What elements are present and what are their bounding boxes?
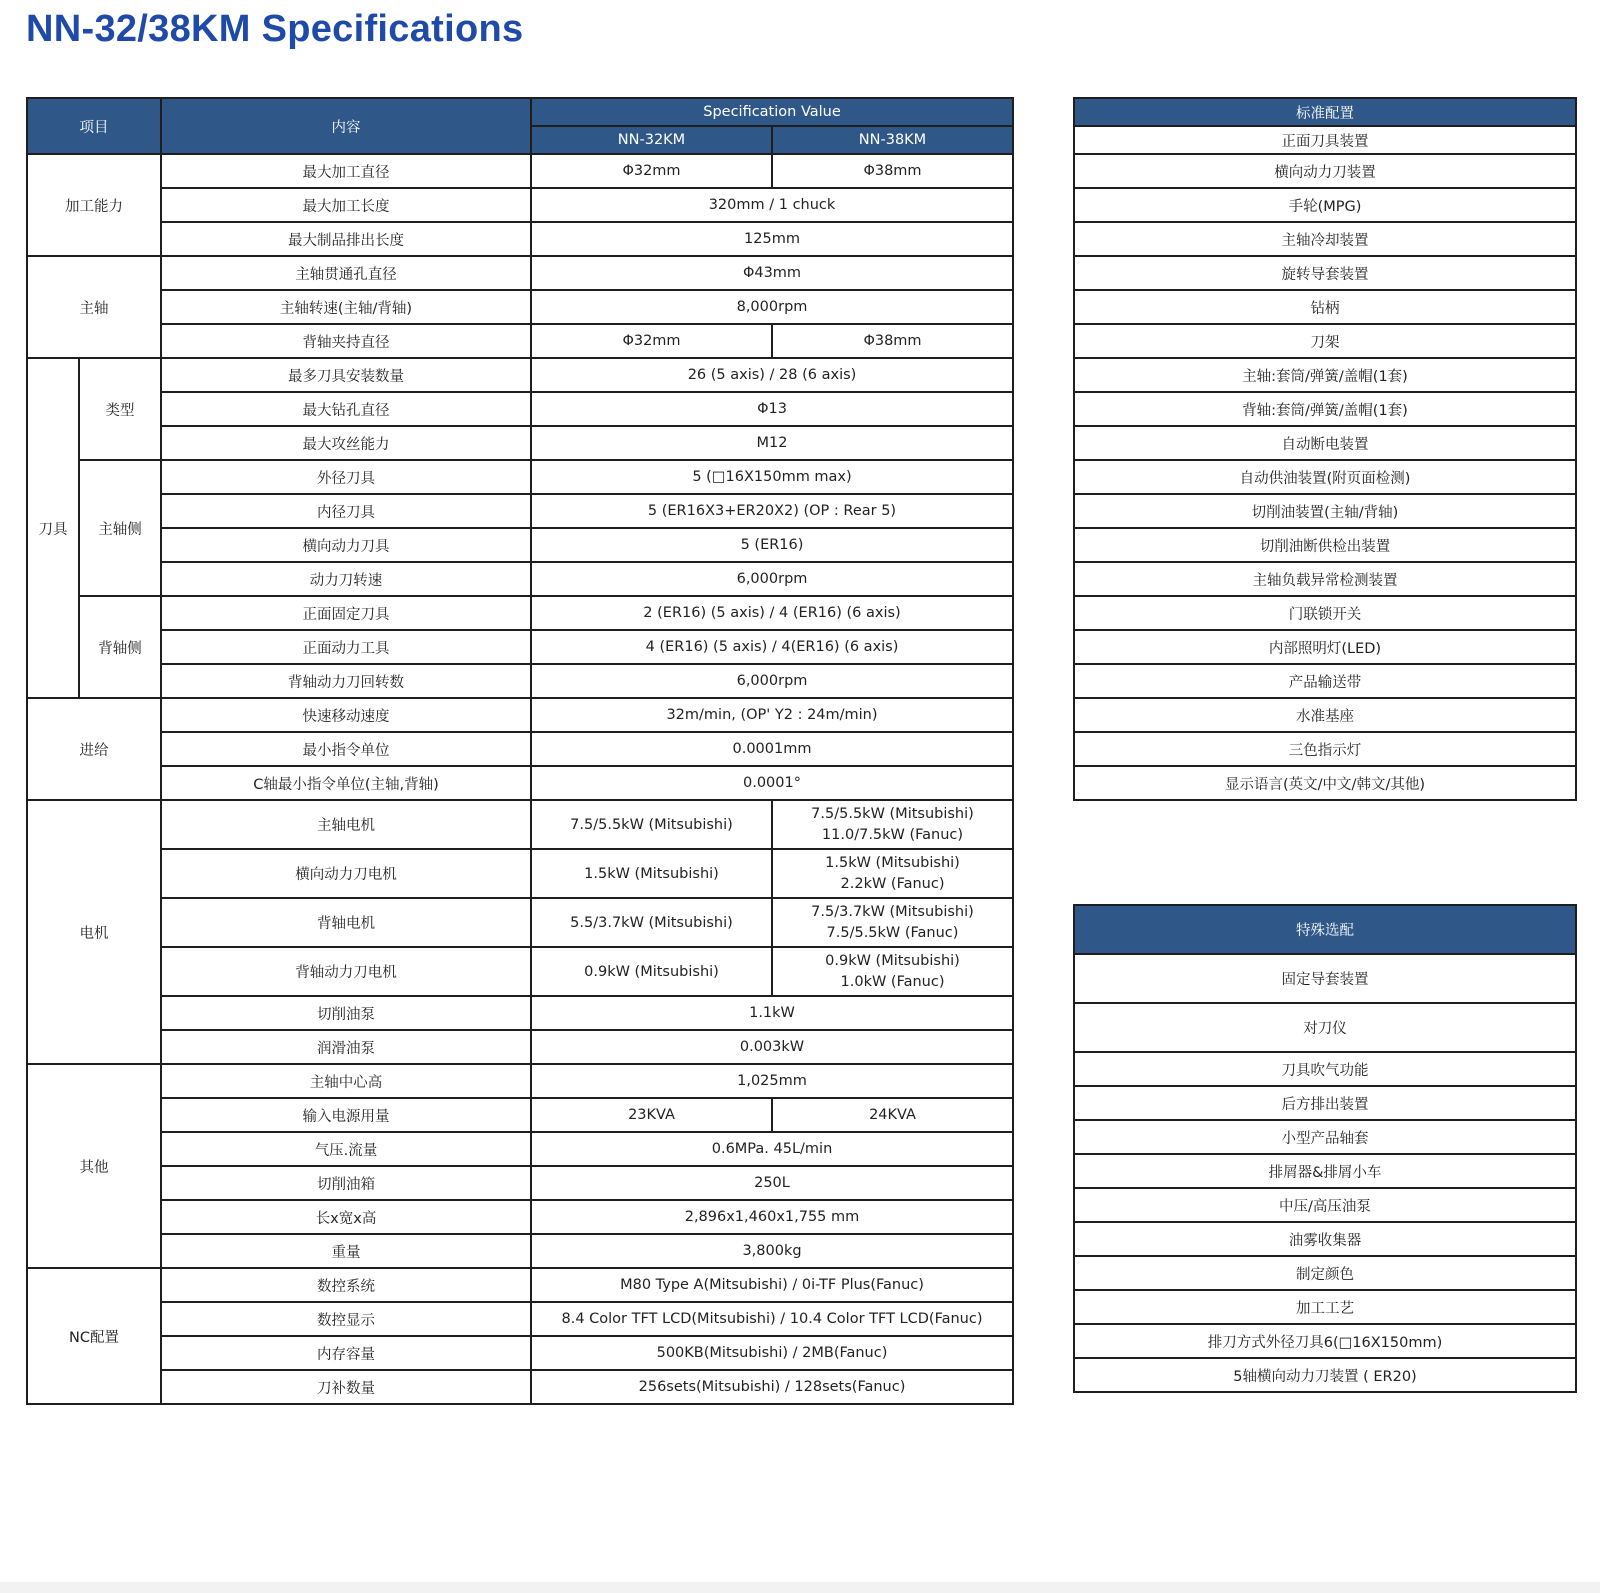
value-nn32km: 7.5/5.5kW (Mitsubishi) — [531, 800, 772, 849]
value-shared: 0.6MPa. 45L/min — [531, 1132, 1013, 1166]
list-item: 固定导套装置 — [1074, 954, 1576, 1003]
value-shared: 125mm — [531, 222, 1013, 256]
value-shared: 8,000rpm — [531, 290, 1013, 324]
table-row — [27, 188, 1013, 222]
row-label: 主轴贯通孔直径 — [161, 256, 531, 290]
table-row — [27, 1030, 1013, 1064]
table-row — [27, 562, 1013, 596]
row-label: 最小指令单位 — [161, 732, 531, 766]
row-label: 横向动力刀电机 — [161, 849, 531, 898]
value-shared: 500KB(Mitsubishi) / 2MB(Fanuc) — [531, 1336, 1013, 1370]
row-label: 快速移动速度 — [161, 698, 531, 732]
spec-table — [26, 97, 1014, 1405]
table-row — [27, 732, 1013, 766]
list-item: 横向动力刀装置 — [1074, 154, 1576, 188]
value-nn38km: 1.5kW (Mitsubishi) 2.2kW (Fanuc) — [772, 849, 1013, 898]
row-label: 正面固定刀具 — [161, 596, 531, 630]
group-label-other: 其他 — [27, 1064, 161, 1268]
table-row — [27, 426, 1013, 460]
value-shared: 5 (ER16) — [531, 528, 1013, 562]
row-label: 长x宽x高 — [161, 1200, 531, 1234]
list-item: 小型产品轴套 — [1074, 1120, 1576, 1154]
list-item: 加工工艺 — [1074, 1290, 1576, 1324]
table-row — [27, 630, 1013, 664]
table-row — [27, 849, 1013, 898]
value-nn32km: Φ32mm — [531, 154, 772, 188]
list-item: 油雾收集器 — [1074, 1222, 1576, 1256]
value-shared: 0.0001° — [531, 766, 1013, 800]
value-shared: M80 Type A(Mitsubishi) / 0i-TF Plus(Fanuc) — [531, 1268, 1013, 1302]
list-item: 三色指示灯 — [1074, 732, 1576, 766]
list-item: 排屑器&排屑小车 — [1074, 1154, 1576, 1188]
list-item: 排刀方式外径刀具6(□16X150mm) — [1074, 1324, 1576, 1358]
table-row — [27, 898, 1013, 947]
row-label: 背轴动力刀电机 — [161, 947, 531, 996]
list-item: 自动供油装置(附页面检测) — [1074, 460, 1576, 494]
table-row — [27, 256, 1013, 290]
table-row — [27, 290, 1013, 324]
value-shared: 0.0001mm — [531, 732, 1013, 766]
list-item: 5轴横向动力刀装置 ( ER20) — [1074, 1358, 1576, 1392]
table-row — [27, 494, 1013, 528]
value-shared: 5 (ER16X3+ER20X2) (OP : Rear 5) — [531, 494, 1013, 528]
group-label-feed: 进给 — [27, 698, 161, 800]
table-row — [27, 596, 1013, 630]
list-item: 中压/高压油泵 — [1074, 1188, 1576, 1222]
list-item: 主轴:套筒/弹簧/盖帽(1套) — [1074, 358, 1576, 392]
list-item: 后方排出装置 — [1074, 1086, 1576, 1120]
row-label: 重量 — [161, 1234, 531, 1268]
value-shared: 5 (□16X150mm max) — [531, 460, 1013, 494]
group-label-nc: NC配置 — [27, 1268, 161, 1404]
row-label: 切削油箱 — [161, 1166, 531, 1200]
row-label: 背轴电机 — [161, 898, 531, 947]
list-item: 产品输送带 — [1074, 664, 1576, 698]
list-item: 内部照明灯(LED) — [1074, 630, 1576, 664]
header-content: 内容 — [161, 98, 531, 154]
value-nn38km: Φ38mm — [772, 154, 1013, 188]
header-model-nn38km: NN-38KM — [772, 126, 1013, 154]
standard-config-table — [1073, 97, 1577, 801]
group-label-spindle: 主轴 — [27, 256, 161, 358]
value-shared: 250L — [531, 1166, 1013, 1200]
value-nn32km: 0.9kW (Mitsubishi) — [531, 947, 772, 996]
optional-config-header: 特殊选配 — [1074, 905, 1576, 954]
value-shared: 256sets(Mitsubishi) / 128sets(Fanuc) — [531, 1370, 1013, 1404]
value-nn32km: 1.5kW (Mitsubishi) — [531, 849, 772, 898]
table-row — [27, 1132, 1013, 1166]
row-label: 背轴动力刀回转数 — [161, 664, 531, 698]
list-item: 门联锁开关 — [1074, 596, 1576, 630]
value-nn38km: Φ38mm — [772, 324, 1013, 358]
row-label: 正面动力工具 — [161, 630, 531, 664]
group-label-machining: 加工能力 — [27, 154, 161, 256]
table-row — [27, 154, 1013, 188]
table-row — [27, 766, 1013, 800]
value-shared: 6,000rpm — [531, 562, 1013, 596]
table-row — [27, 1336, 1013, 1370]
value-shared: 4 (ER16) (5 axis) / 4(ER16) (6 axis) — [531, 630, 1013, 664]
list-item: 刀架 — [1074, 324, 1576, 358]
table-row — [27, 1268, 1013, 1302]
subgroup-label-main-side: 主轴侧 — [79, 460, 161, 596]
table-row — [27, 664, 1013, 698]
list-item: 主轴负载异常检测装置 — [1074, 562, 1576, 596]
list-item: 制定颜色 — [1074, 1256, 1576, 1290]
row-label: 内存容量 — [161, 1336, 531, 1370]
list-item: 正面刀具装置 — [1074, 126, 1576, 154]
group-label-tool: 刀具 — [27, 358, 79, 698]
list-item: 背轴:套筒/弹簧/盖帽(1套) — [1074, 392, 1576, 426]
value-shared: 320mm / 1 chuck — [531, 188, 1013, 222]
page-bottom-band — [0, 1582, 1600, 1593]
row-label: 外径刀具 — [161, 460, 531, 494]
row-label: 输入电源用量 — [161, 1098, 531, 1132]
row-label: 最大加工长度 — [161, 188, 531, 222]
row-label: C轴最小指令单位(主轴,背轴) — [161, 766, 531, 800]
value-nn38km: 0.9kW (Mitsubishi) 1.0kW (Fanuc) — [772, 947, 1013, 996]
table-row — [27, 1370, 1013, 1404]
list-item: 钻柄 — [1074, 290, 1576, 324]
optional-config-table — [1073, 904, 1577, 1393]
subgroup-label-tool-type: 类型 — [79, 358, 161, 460]
row-label: 气压.流量 — [161, 1132, 531, 1166]
value-shared: 6,000rpm — [531, 664, 1013, 698]
value-shared: 2 (ER16) (5 axis) / 4 (ER16) (6 axis) — [531, 596, 1013, 630]
standard-config-header: 标准配置 — [1074, 98, 1576, 126]
value-shared: 32m/min, (OP' Y2 : 24m/min) — [531, 698, 1013, 732]
value-shared: M12 — [531, 426, 1013, 460]
table-row — [27, 222, 1013, 256]
row-label: 刀补数量 — [161, 1370, 531, 1404]
value-shared: 1,025mm — [531, 1064, 1013, 1098]
row-label: 最大制品排出长度 — [161, 222, 531, 256]
value-shared: 26 (5 axis) / 28 (6 axis) — [531, 358, 1013, 392]
list-item: 手轮(MPG) — [1074, 188, 1576, 222]
row-label: 最大加工直径 — [161, 154, 531, 188]
row-label: 最多刀具安装数量 — [161, 358, 531, 392]
value-shared: 2,896x1,460x1,755 mm — [531, 1200, 1013, 1234]
value-shared: Φ43mm — [531, 256, 1013, 290]
header-spec-value: Specification Value — [531, 98, 1013, 126]
list-item: 显示语言(英文/中文/韩文/其他) — [1074, 766, 1576, 800]
list-item: 切削油断供检出装置 — [1074, 528, 1576, 562]
subgroup-label-back-side: 背轴侧 — [79, 596, 161, 698]
row-label: 数控显示 — [161, 1302, 531, 1336]
value-nn38km: 7.5/5.5kW (Mitsubishi) 11.0/7.5kW (Fanuc) — [772, 800, 1013, 849]
value-shared: 3,800kg — [531, 1234, 1013, 1268]
table-row — [27, 1166, 1013, 1200]
list-item: 切削油装置(主轴/背轴) — [1074, 494, 1576, 528]
table-row — [27, 996, 1013, 1030]
table-row — [27, 1302, 1013, 1336]
row-label: 背轴夹持直径 — [161, 324, 531, 358]
list-item: 刀具吹气功能 — [1074, 1052, 1576, 1086]
row-label: 切削油泵 — [161, 996, 531, 1030]
table-row — [27, 1064, 1013, 1098]
value-shared: 8.4 Color TFT LCD(Mitsubishi) / 10.4 Color TFT LCD(Fanuc) — [531, 1302, 1013, 1336]
row-label: 主轴转速(主轴/背轴) — [161, 290, 531, 324]
table-row — [27, 358, 1013, 392]
row-label: 最大钻孔直径 — [161, 392, 531, 426]
row-label: 润滑油泵 — [161, 1030, 531, 1064]
value-nn32km: 23KVA — [531, 1098, 772, 1132]
row-label: 内径刀具 — [161, 494, 531, 528]
table-row — [27, 800, 1013, 849]
table-row — [27, 528, 1013, 562]
table-row — [27, 698, 1013, 732]
value-nn32km: Φ32mm — [531, 324, 772, 358]
value-nn32km: 5.5/3.7kW (Mitsubishi) — [531, 898, 772, 947]
header-model-nn32km: NN-32KM — [531, 126, 772, 154]
row-label: 动力刀转速 — [161, 562, 531, 596]
header-item: 项目 — [27, 98, 161, 154]
row-label: 最大攻丝能力 — [161, 426, 531, 460]
list-item: 自动断电装置 — [1074, 426, 1576, 460]
value-shared: 0.003kW — [531, 1030, 1013, 1064]
list-item: 旋转导套装置 — [1074, 256, 1576, 290]
value-shared: Φ13 — [531, 392, 1013, 426]
table-row — [27, 324, 1013, 358]
table-row — [27, 1200, 1013, 1234]
row-label: 主轴电机 — [161, 800, 531, 849]
table-row — [27, 392, 1013, 426]
row-label: 主轴中心高 — [161, 1064, 531, 1098]
table-row — [27, 460, 1013, 494]
row-label: 横向动力刀具 — [161, 528, 531, 562]
list-item: 对刀仪 — [1074, 1003, 1576, 1052]
page-title: NN-32/38KM Specifications — [26, 8, 524, 50]
value-nn38km: 7.5/3.7kW (Mitsubishi) 7.5/5.5kW (Fanuc) — [772, 898, 1013, 947]
table-row — [27, 947, 1013, 996]
group-label-motor: 电机 — [27, 800, 161, 1064]
list-item: 主轴冷却装置 — [1074, 222, 1576, 256]
list-item: 水准基座 — [1074, 698, 1576, 732]
table-row — [27, 1234, 1013, 1268]
value-nn38km: 24KVA — [772, 1098, 1013, 1132]
value-shared: 1.1kW — [531, 996, 1013, 1030]
table-row — [27, 1098, 1013, 1132]
row-label: 数控系统 — [161, 1268, 531, 1302]
